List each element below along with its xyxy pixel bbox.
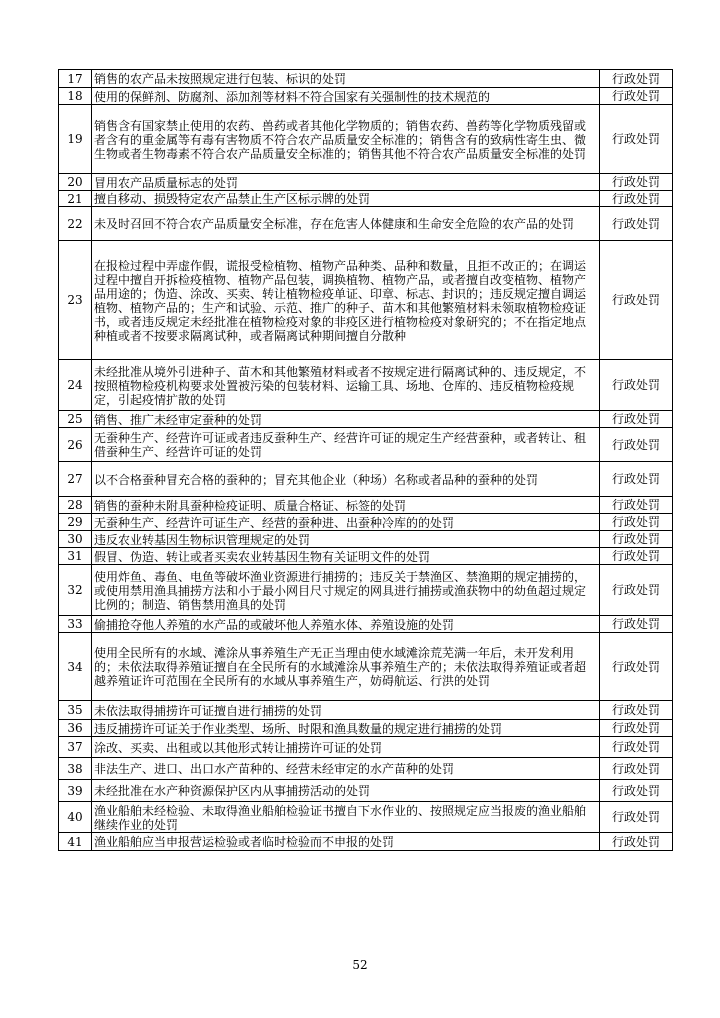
row-description: 违反农业转基因生物标识管理规定的处罚 [92, 531, 600, 548]
row-number: 33 [59, 616, 92, 633]
row-number: 25 [59, 411, 92, 428]
page-number: 52 [352, 958, 368, 972]
table-row [59, 497, 673, 514]
row-number: 23 [59, 241, 92, 360]
table-row [59, 633, 673, 701]
row-number: 41 [59, 833, 92, 851]
row-description: 涂改、买卖、出租或以其他形式转让捕捞许可证的处罚 [92, 737, 600, 758]
row-description: 偷捕抢夺他人养殖的水产品的或破坏他人养殖水体、养殖设施的处罚 [92, 616, 600, 633]
row-number: 32 [59, 565, 92, 616]
row-power-type: 行政处罚 [600, 616, 673, 633]
row-power-type: 行政处罚 [600, 462, 673, 497]
row-number: 22 [59, 207, 92, 241]
row-description: 销售含有国家禁止使用的农药、兽药或者其他化学物质的；销售农药、兽药等化学物质残留或者含有的重金属等有毒有害物质不符合农产品质量安全标准的；销售含有的致病性寄生虫、微生物或者生物毒素不符合农产品质量安全标准的；销售其他不符合农产品质量安全标准的处罚 [92, 105, 600, 174]
row-description: 擅自移动、损毁特定农产品禁止生产区标示牌的处罚 [92, 191, 600, 207]
row-number: 35 [59, 701, 92, 720]
table-row [59, 88, 673, 105]
row-power-type: 行政处罚 [600, 737, 673, 758]
table-row [59, 616, 673, 633]
row-power-type: 行政处罚 [600, 701, 673, 720]
table-body [59, 70, 673, 851]
row-description: 无蚕种生产、经营许可证生产、经营的蚕种进、出蚕种冷库的的处罚 [92, 514, 600, 531]
row-description: 销售的农产品未按照规定进行包装、标识的处罚 [92, 70, 600, 88]
row-description: 非法生产、进口、出口水产苗种的、经营未经审定的水产苗种的处罚 [92, 758, 600, 780]
table-row [59, 514, 673, 531]
row-number: 27 [59, 462, 92, 497]
table-row [59, 758, 673, 780]
row-description: 违反捕捞许可证关于作业类型、场所、时限和渔具数量的规定进行捕捞的处罚 [92, 720, 600, 737]
table-row [59, 360, 673, 411]
row-number: 28 [59, 497, 92, 514]
row-description: 未经批准在水产种资源保护区内从事捕捞活动的处罚 [92, 780, 600, 802]
row-number: 18 [59, 88, 92, 105]
row-power-type: 行政处罚 [600, 88, 673, 105]
row-description: 使用的保鲜剂、防腐剂、添加剂等材料不符合国家有关强制性的技术规范的 [92, 88, 600, 105]
row-number: 19 [59, 105, 92, 174]
row-number: 37 [59, 737, 92, 758]
row-description: 未经批准从境外引进种子、苗木和其他繁殖材料或者不按规定进行隔离试种的、违反规定，不按照植物检疫机构要求处置被污染的包装材料、运输工具、场地、仓库的、违反植物检疫规定，引起疫情扩散的处罚 [92, 360, 600, 411]
row-number: 31 [59, 548, 92, 565]
row-power-type: 行政处罚 [600, 531, 673, 548]
row-power-type: 行政处罚 [600, 514, 673, 531]
row-description: 销售、推广未经审定蚕种的处罚 [92, 411, 600, 428]
row-power-type: 行政处罚 [600, 241, 673, 360]
row-power-type: 行政处罚 [600, 565, 673, 616]
row-description: 假冒、伪造、转让或者买卖农业转基因生物有关证明文件的处罚 [92, 548, 600, 565]
row-power-type: 行政处罚 [600, 633, 673, 701]
table-row [59, 411, 673, 428]
table-row [59, 105, 673, 174]
row-power-type: 行政处罚 [600, 191, 673, 207]
table-row [59, 548, 673, 565]
row-number: 20 [59, 174, 92, 191]
row-number: 26 [59, 428, 92, 462]
row-power-type: 行政处罚 [600, 758, 673, 780]
row-description: 使用炸鱼、毒鱼、电鱼等破坏渔业资源进行捕捞的；违反关于禁渔区、禁渔期的规定捕捞的，或使用禁用渔具捕捞方法和小于最小网目尺寸规定的网具进行捕捞或渔获物中的幼鱼超过规定比例的；制造、销售禁用渔具的处罚 [92, 565, 600, 616]
table-row [59, 720, 673, 737]
row-number: 24 [59, 360, 92, 411]
table-row [59, 780, 673, 802]
row-description: 渔业船舶应当申报营运检验或者临时检验而不申报的处罚 [92, 833, 600, 851]
row-power-type: 行政处罚 [600, 360, 673, 411]
row-description: 使用全民所有的水域、滩涂从事养殖生产无正当理由使水域滩涂荒芜满一年后，未开发利用的；未依法取得养殖证擅自在全民所有的水域滩涂从事养殖生产的；未依法取得养殖证或者超越养殖证许可范围在全民所有的水域从事养殖生产，妨碍航运、行洪的处罚 [92, 633, 600, 701]
row-description: 在报检过程中弄虚作假，谎报受检植物、植物产品种类、品种和数量，且拒不改正的；在调运过程中擅自开拆检疫植物、植物产品包装，调换植物、植物产品，或者擅自改变植物、植物产品用途的；伪造、涂改、买卖、转让植物检疫单证、印章、标志、封识的；违反规定擅自调运植物、植物产品的；生产和试验、示范、推广的种子、苗木和其他繁殖材料未领取植物检疫证书，或者违反规定未经批准在植物检疫对象的非疫区进行植物检疫对象研究的；不在指定地点种植或者不按要求隔离试种，或者隔离试种期间擅自分散种 [92, 241, 600, 360]
row-number: 30 [59, 531, 92, 548]
row-power-type: 行政处罚 [600, 411, 673, 428]
row-description: 未及时召回不符合农产品质量安全标准，存在危害人体健康和生命安全危险的农产品的处罚 [92, 207, 600, 241]
table-row [59, 802, 673, 833]
table-row [59, 428, 673, 462]
table-row [59, 531, 673, 548]
row-power-type: 行政处罚 [600, 780, 673, 802]
row-description: 未依法取得捕捞许可证擅自进行捕捞的处罚 [92, 701, 600, 720]
row-number: 34 [59, 633, 92, 701]
row-description: 渔业船舶未经检验、未取得渔业船舶检验证书擅自下水作业的、按照规定应当报废的渔业船舶继续作业的处罚 [92, 802, 600, 833]
table-row [59, 701, 673, 720]
row-power-type: 行政处罚 [600, 105, 673, 174]
row-number: 29 [59, 514, 92, 531]
row-number: 39 [59, 780, 92, 802]
row-power-type: 行政处罚 [600, 174, 673, 191]
table-row [59, 833, 673, 851]
table-row [59, 174, 673, 191]
row-power-type: 行政处罚 [600, 70, 673, 88]
powers-table [58, 69, 673, 851]
row-description: 无蚕种生产、经营许可证或者违反蚕种生产、经营许可证的规定生产经营蚕种，或者转让、租借蚕种生产、经营许可证的处罚 [92, 428, 600, 462]
table-row [59, 70, 673, 88]
table-row [59, 207, 673, 241]
row-power-type: 行政处罚 [600, 207, 673, 241]
row-power-type: 行政处罚 [600, 833, 673, 851]
table-row [59, 191, 673, 207]
table-row [59, 565, 673, 616]
row-number: 38 [59, 758, 92, 780]
row-number: 36 [59, 720, 92, 737]
row-number: 40 [59, 802, 92, 833]
table-row [59, 737, 673, 758]
row-power-type: 行政处罚 [600, 548, 673, 565]
row-description: 冒用农产品质量标志的处罚 [92, 174, 600, 191]
table-row [59, 462, 673, 497]
table-row [59, 241, 673, 360]
row-power-type: 行政处罚 [600, 802, 673, 833]
row-power-type: 行政处罚 [600, 720, 673, 737]
row-number: 21 [59, 191, 92, 207]
row-power-type: 行政处罚 [600, 428, 673, 462]
row-description: 销售的蚕种未附具蚕种检疫证明、质量合格证、标签的处罚 [92, 497, 600, 514]
row-number: 17 [59, 70, 92, 88]
row-description: 以不合格蚕种冒充合格的蚕种的；冒充其他企业（种场）名称或者品种的蚕种的处罚 [92, 462, 600, 497]
row-power-type: 行政处罚 [600, 497, 673, 514]
